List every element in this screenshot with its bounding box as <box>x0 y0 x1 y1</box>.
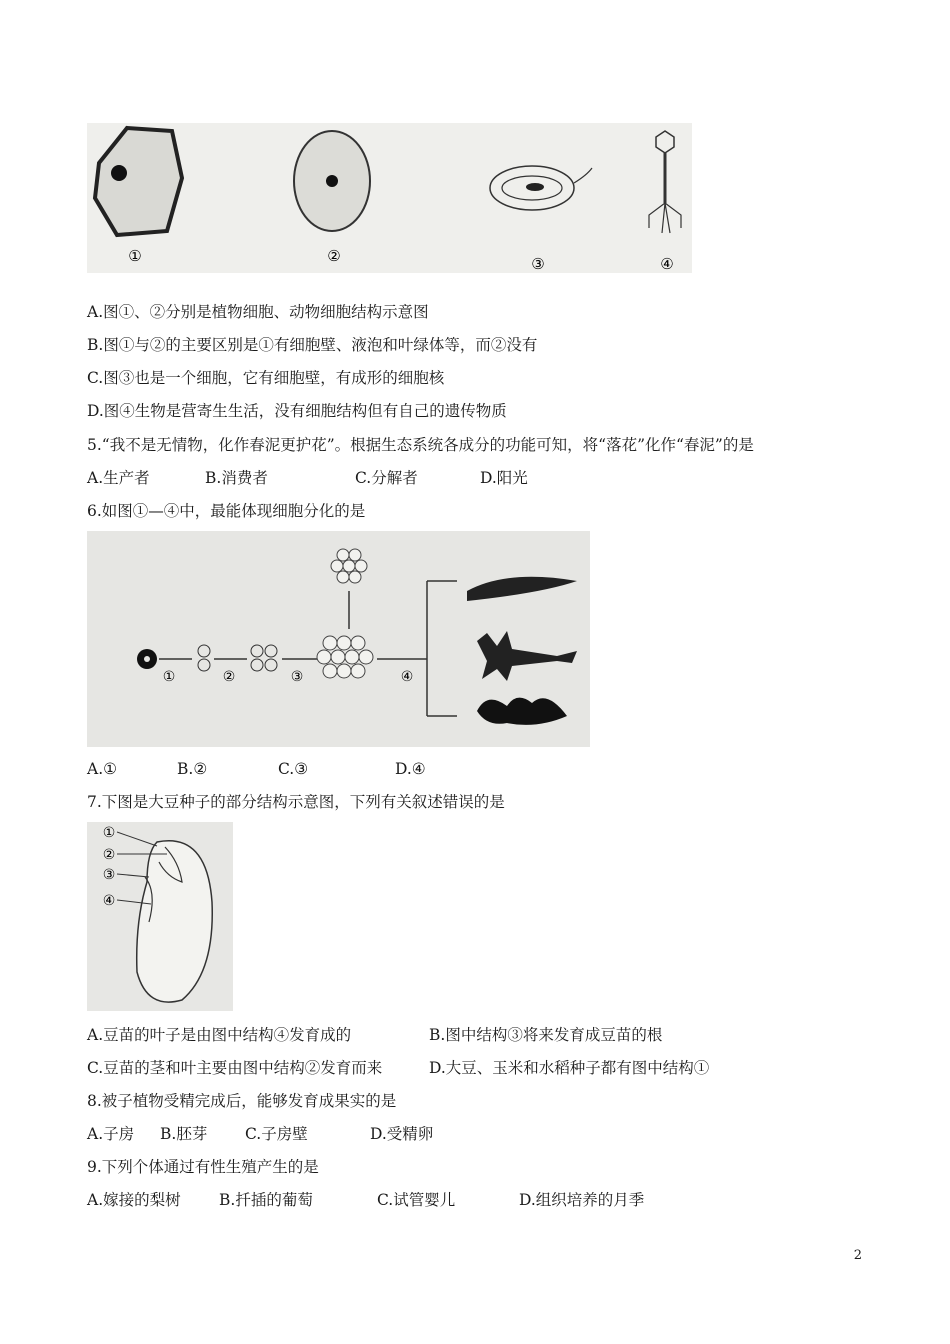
fig6-label-4: ④ <box>400 669 414 685</box>
cell-cluster-top <box>331 549 367 583</box>
q8-option-c: C.子房壁 <box>245 1125 308 1143</box>
fig7-label-4: ④ <box>102 893 116 909</box>
q8-options <box>87 1124 433 1144</box>
fig4-label-3: ③ <box>531 255 545 273</box>
q8-option-b: B.胚芽 <box>160 1125 208 1143</box>
page-number: 2 <box>853 1248 862 1263</box>
q5-option-c: C.分解者 <box>355 469 418 487</box>
q5-option-d: D.阳光 <box>480 469 528 487</box>
q6-option-d: D.④ <box>395 760 426 778</box>
q7-option-d: D.大豆、玉米和水稻种子都有图中结构① <box>429 1059 710 1077</box>
q9-stem: 9.下列个体通过有性生殖产生的是 <box>87 1158 319 1176</box>
q6-option-a: A.① <box>87 760 118 778</box>
fig7-label-2: ② <box>102 847 116 863</box>
q7-stem: 7.下图是大豆种子的部分结构示意图，下列有关叙述错误的是 <box>87 793 505 811</box>
q6-options <box>87 759 426 779</box>
animal-cell-nucleus <box>326 175 338 187</box>
q8-option-d: D.受精卵 <box>370 1125 434 1143</box>
cell-diagrams-figure <box>87 123 692 273</box>
virus-head <box>656 131 674 153</box>
q9-option-d: D.组织培养的月季 <box>519 1191 645 1209</box>
fig6-label-1: ① <box>162 669 176 685</box>
q4-option-b: B.图①与②的主要区别是①有细胞壁、液泡和叶绿体等，而②没有 <box>87 336 538 354</box>
seed-outline <box>137 841 213 1002</box>
q8-stem: 8.被子植物受精完成后，能够发育成果实的是 <box>87 1092 397 1110</box>
q9-option-c: C.试管婴儿 <box>377 1191 456 1209</box>
q6-option-c: C.③ <box>278 760 309 778</box>
connective-tissue <box>477 698 567 725</box>
q6-stem: 6.如图①—④中，最能体现细胞分化的是 <box>87 502 366 520</box>
q5-option-b: B.消费者 <box>205 469 268 487</box>
bacterium-dna <box>526 183 544 191</box>
cell-diagrams-svg <box>87 123 692 273</box>
q9-option-b: B.扦插的葡萄 <box>219 1191 313 1209</box>
plant-cell-nucleus <box>111 165 127 181</box>
q4-option-a: A.图①、②分别是植物细胞、动物细胞结构示意图 <box>87 303 429 321</box>
q7-option-b: B.图中结构③将来发育成豆苗的根 <box>429 1026 663 1044</box>
fig6-label-2: ② <box>222 669 236 685</box>
fig4-label-2: ② <box>327 247 341 265</box>
q4-option-c: C.图③也是一个细胞，它有细胞壁，有成形的细胞核 <box>87 369 445 387</box>
q7-option-c: C.豆苗的茎和叶主要由图中结构②发育而来 <box>87 1059 383 1077</box>
fig6-label-3: ③ <box>290 669 304 685</box>
seed-svg <box>87 822 233 1011</box>
fig7-label-3: ③ <box>102 867 116 883</box>
bacterium-flagellum <box>574 168 592 183</box>
muscle-tissue <box>467 577 577 601</box>
fig4-label-1: ① <box>128 247 142 265</box>
q9-options <box>87 1190 644 1210</box>
fig4-label-4: ④ <box>660 255 674 273</box>
cell-mass <box>317 636 373 678</box>
plant-cell <box>95 128 182 235</box>
q7-option-a: A.豆苗的叶子是由图中结构④发育成的 <box>87 1026 352 1044</box>
soybean-seed-figure <box>87 822 233 1011</box>
q7-options-row2 <box>87 1058 709 1078</box>
q5-options <box>87 468 528 488</box>
q5-stem: 5.“我不是无情物，化作春泥更护花”。根据生态系统各成分的功能可知，将“落花”化作“春泥”的是 <box>87 436 754 454</box>
four-cells <box>251 645 277 671</box>
nerve-cell <box>477 631 577 681</box>
q9-option-a: A.嫁接的梨树 <box>87 1191 181 1209</box>
branch-arrows <box>427 581 457 716</box>
fig7-label-1: ① <box>102 825 116 841</box>
q5-option-a: A.生产者 <box>87 469 150 487</box>
cell-differentiation-figure <box>87 531 590 747</box>
differentiation-svg <box>87 531 590 747</box>
q8-option-a: A.子房 <box>87 1125 135 1143</box>
q4-option-d: D.图④生物是营寄生生活，没有细胞结构但有自己的遗传物质 <box>87 402 507 420</box>
virus-legs <box>649 203 681 233</box>
q6-option-b: B.② <box>177 760 208 778</box>
q7-options-row1 <box>87 1025 662 1045</box>
